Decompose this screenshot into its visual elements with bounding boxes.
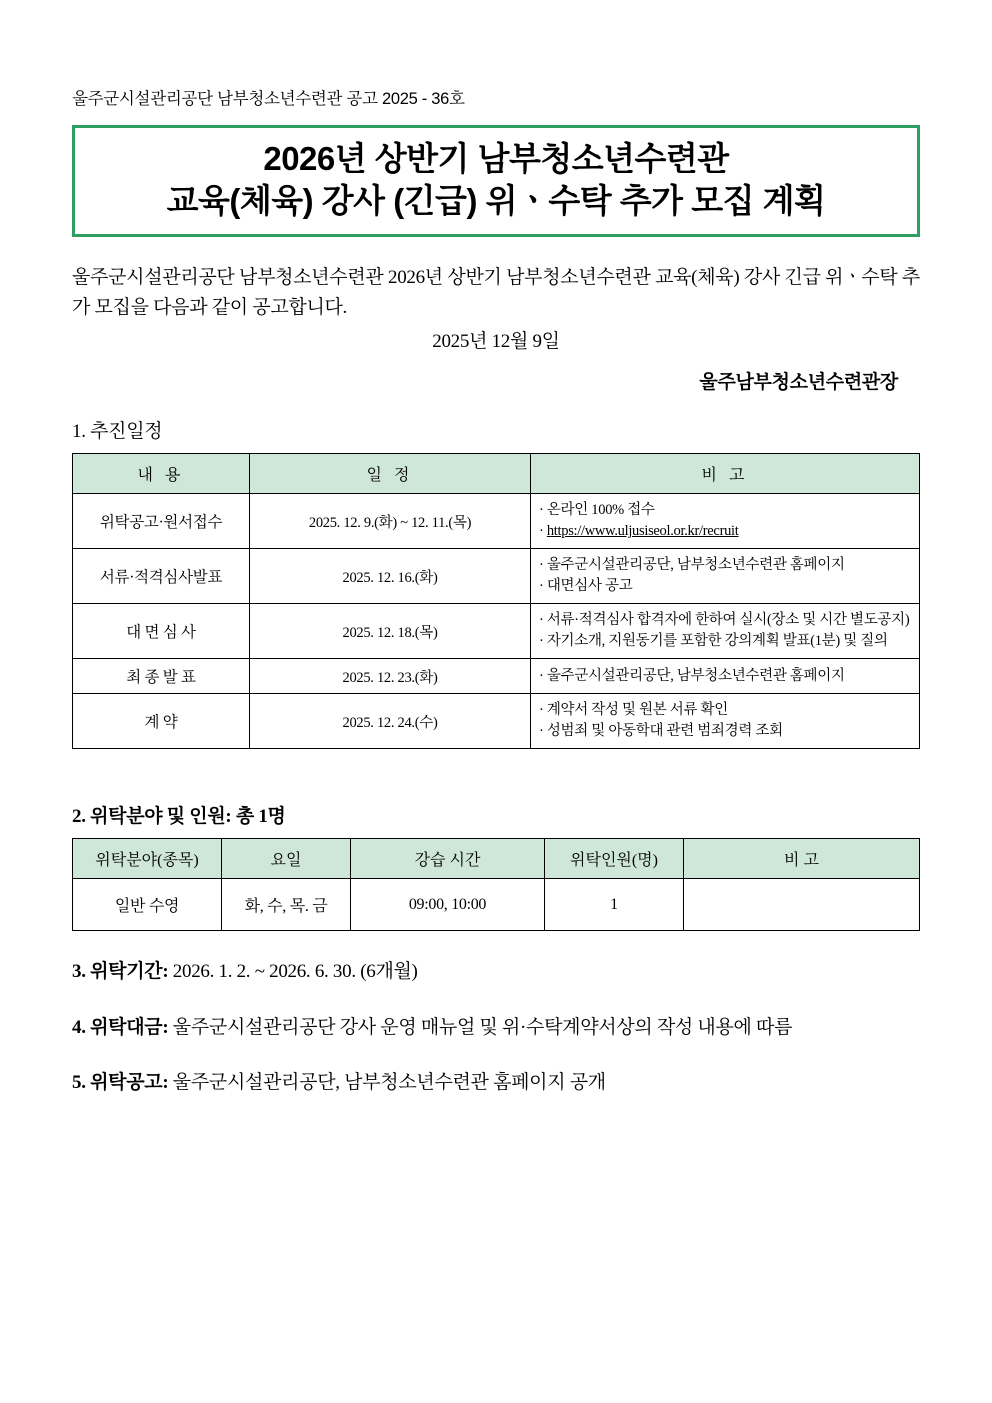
section-4-text: 울주군시설관리공단 강사 운영 매뉴얼 및 위·수탁계약서상의 작성 내용에 따름 <box>168 1016 793 1038</box>
note-line: · 자기소개, 지원동기를 포함한 강의계획 발표(1분) 및 질의 <box>539 633 888 650</box>
section-5-label: 5. 위탁공고: <box>72 1072 169 1094</box>
intro-date: 2025년 12월 9일 <box>432 331 560 353</box>
assignment-cell-note <box>684 879 920 931</box>
assignment-cell-count: 1 <box>545 879 684 931</box>
signer-name: 울주남부청소년수련관장 <box>699 372 898 394</box>
assignment-cell-field: 일반 수영 <box>73 879 222 931</box>
section-1-heading: 1. 추진일정 <box>72 421 163 443</box>
schedule-table-body <box>73 494 920 749</box>
schedule-cell-date: 2025. 12. 18.(목) <box>250 604 531 659</box>
schedule-cell-note <box>531 659 920 694</box>
schedule-header-content: 내 용 <box>73 454 250 494</box>
schedule-header-note: 비 고 <box>531 454 920 494</box>
schedule-cell-date: 2025. 12. 23.(화) <box>250 659 531 694</box>
schedule-cell-note <box>531 694 920 749</box>
note-line: · 대면심사 공고 <box>539 578 633 595</box>
assignment-header-time: 강습 시간 <box>351 839 545 879</box>
assignment-header-days: 요일 <box>222 839 351 879</box>
assignment-header-note: 비 고 <box>684 839 920 879</box>
assignment-cell-time: 09:00, 10:00 <box>351 879 545 931</box>
section-2-heading: 2. 위탁분야 및 인원: 총 1명 <box>72 806 286 828</box>
section-3-paragraph <box>72 957 920 986</box>
section-5-paragraph <box>72 1068 920 1097</box>
assignment-table-body <box>73 879 920 931</box>
recruit-link[interactable]: · https://www.uljusiseol.or.kr/recruit <box>539 523 739 540</box>
assignment-cell-days: 화, 수, 목. 금 <box>222 879 351 931</box>
section-4-label: 4. 위탁대금: <box>72 1016 169 1038</box>
table-row <box>73 659 920 694</box>
table-row <box>73 494 920 549</box>
table-row <box>73 604 920 659</box>
schedule-cell-content: 서류·적격심사발표 <box>73 549 250 604</box>
schedule-cell-content: 위탁공고·원서접수 <box>73 494 250 549</box>
schedule-cell-note <box>531 604 920 659</box>
schedule-cell-note <box>531 549 920 604</box>
schedule-cell-content: 대 면 심 사 <box>73 604 250 659</box>
assignment-table <box>72 838 920 931</box>
schedule-cell-content: 계 약 <box>73 694 250 749</box>
assignment-header-field: 위탁분야(종목) <box>73 839 222 879</box>
intro-paragraph: 울주군시설관리공단 남부청소년수련관 2026년 상반기 남부청소년수련관 교육(체육) 강사 긴급 위ㆍ수탁 추가 모집을 다음과 같이 공고합니다. <box>72 267 920 318</box>
schedule-cell-date: 2025. 12. 9.(화) ~ 12. 11.(목) <box>250 494 531 549</box>
table-row <box>73 549 920 604</box>
section-4-paragraph <box>72 1013 920 1042</box>
assignment-header-count: 위탁인원(명) <box>545 839 684 879</box>
section-3-text: 2026. 1. 2. ~ 2026. 6. 30. (6개월) <box>168 961 418 983</box>
table-row <box>73 879 920 931</box>
schedule-table-header-row <box>73 454 920 494</box>
schedule-cell-date: 2025. 12. 24.(수) <box>250 694 531 749</box>
assignment-table-header-row <box>73 839 920 879</box>
schedule-cell-content: 최 종 발 표 <box>73 659 250 694</box>
title-box <box>72 125 920 237</box>
document-number: 울주군시설관리공단 남부청소년수련관 공고 2025 - 36호 <box>72 90 465 108</box>
section-3-label: 3. 위탁기간: <box>72 961 169 983</box>
schedule-table <box>72 453 920 749</box>
schedule-header-date: 일 정 <box>250 454 531 494</box>
spacer <box>72 749 920 779</box>
note-line: · 울주군시설관리공단, 남부청소년수련관 홈페이지 <box>539 667 845 684</box>
title-line-2: 교육(체육) 강사 (긴급) 위ㆍ수탁 추가 모집 계획 <box>166 182 826 220</box>
note-line: · 온라인 100% 접수 <box>539 502 655 519</box>
table-row <box>73 694 920 749</box>
note-line: · 서류·적격심사 합격자에 한하여 실시(장소 및 시간 별도공지) <box>539 612 910 629</box>
note-line: · 성범죄 및 아동학대 관련 범죄경력 조회 <box>539 723 783 740</box>
schedule-cell-note <box>531 494 920 549</box>
schedule-cell-date: 2025. 12. 16.(화) <box>250 549 531 604</box>
section-5-text: 울주군시설관리공단, 남부청소년수련관 홈페이지 공개 <box>168 1072 606 1094</box>
title-line-1: 2026년 상반기 남부청소년수련관 <box>263 140 729 177</box>
note-line: · 울주군시설관리공단, 남부청소년수련관 홈페이지 <box>539 557 845 574</box>
note-line: · 계약서 작성 및 원본 서류 확인 <box>539 702 728 719</box>
